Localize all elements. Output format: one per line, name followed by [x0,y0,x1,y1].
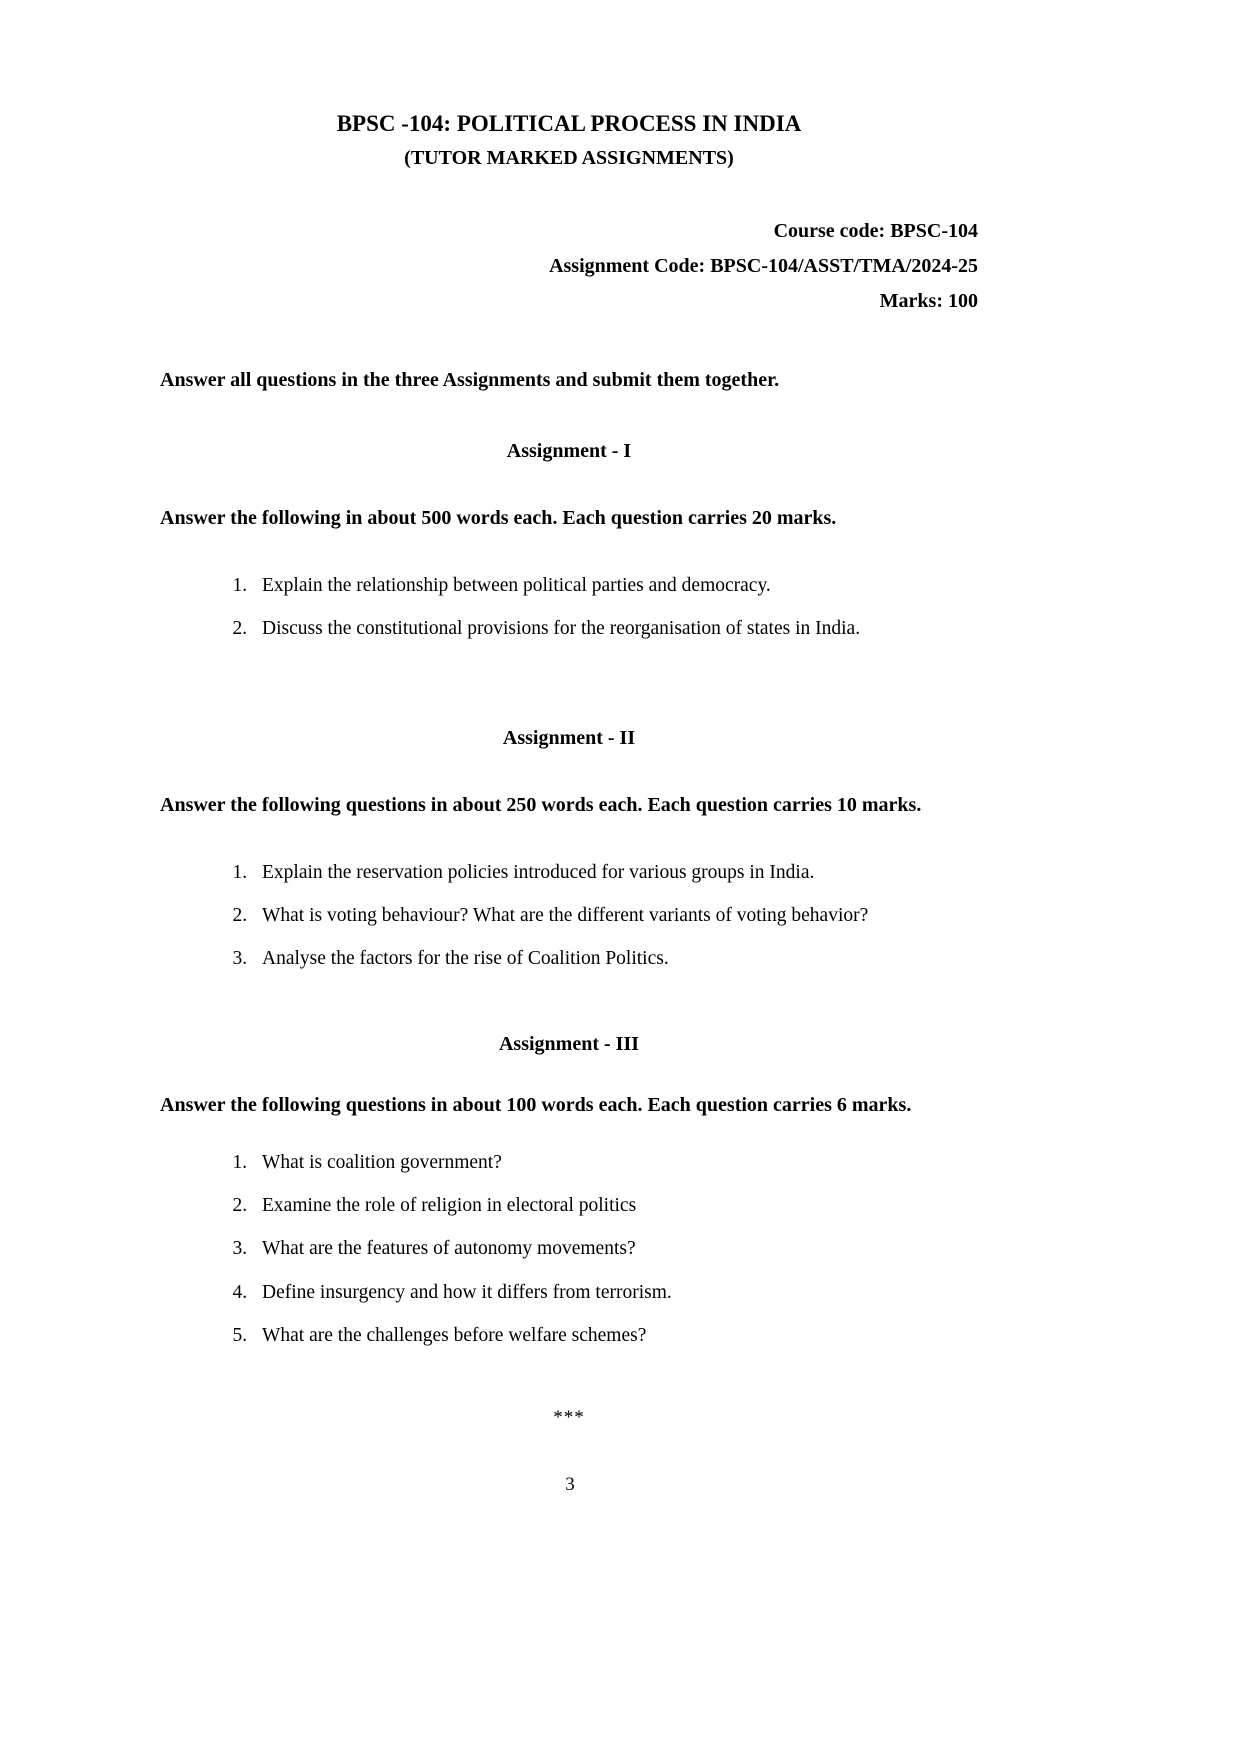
assignment-1-instruction: Answer the following in about 500 words each. Each question carries 20 marks. [160,507,837,530]
total-marks: Marks: 100 [879,290,978,313]
question-item: 3. Analyse the factors for the rise of Coalition Politics. [252,946,978,972]
assignment-3-instruction: Answer the following questions in about 100 words each. Each question carries 6 marks. [160,1093,912,1116]
course-code: Course code: BPSC-104 [773,220,978,243]
assignment-2-instruction: Answer the following questions in about 250 words each. Each question carries 10 marks. [160,793,922,816]
question-item: 5. What are the challenges before welfare schemes? [252,1323,978,1349]
question-item: 1. What is coalition government? [252,1150,978,1176]
question-item: 1. Explain the reservation policies introduced for various groups in India. [252,860,978,886]
question-item: 2. What is voting behaviour? What are the different variants of voting behavior? [252,903,978,929]
assignment-2-question-list [160,860,978,973]
question-item: 1. Explain the relationship between political parties and democracy. [252,573,978,599]
document-subtitle: (TUTOR MARKED ASSIGNMENTS) [404,147,734,170]
assignment-1-heading: Assignment - I [506,440,632,463]
question-item: 2. Discuss the constitutional provisions for the reorganisation of states in India. [252,616,978,642]
page-content [160,108,978,1431]
question-item: 4. Define insurgency and how it differs from terrorism. [252,1280,978,1306]
global-instruction: Answer all questions in the three Assignments and submit them together. [160,369,780,392]
course-meta-block [160,218,978,315]
question-item: 2. Examine the role of religion in electoral politics [252,1193,978,1219]
question-item: 3. What are the features of autonomy movements? [252,1236,978,1262]
assignment-3-question-list [160,1150,978,1350]
assignment-code: Assignment Code: BPSC-104/ASST/TMA/2024-25 [549,255,978,278]
document-title: BPSC -104: POLITICAL PROCESS IN INDIA [336,111,802,136]
page-number: 3 [565,1474,575,1495]
assignment-3-heading: Assignment - III [498,1032,640,1055]
end-marker: *** [553,1407,585,1429]
assignment-1-question-list [160,573,978,643]
assignment-2-heading: Assignment - II [502,726,636,749]
